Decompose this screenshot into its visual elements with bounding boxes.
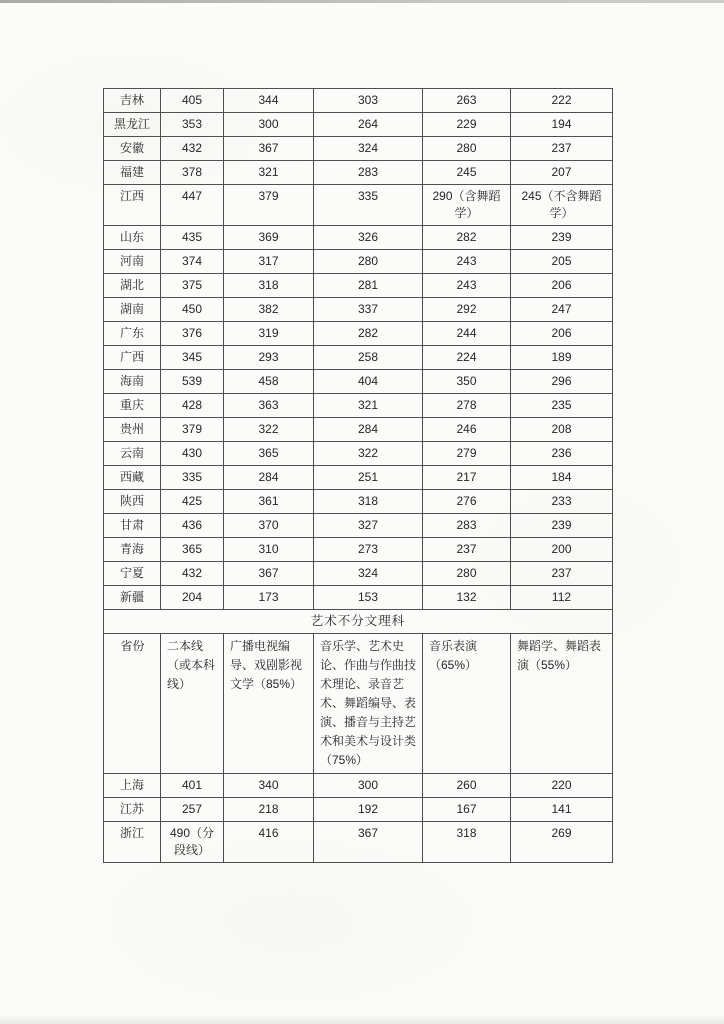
score-cell: 374 bbox=[161, 250, 224, 274]
score-cell: 233 bbox=[511, 490, 613, 514]
table-row bbox=[104, 346, 613, 370]
province-cell: 新疆 bbox=[104, 586, 161, 610]
score-cell: 416 bbox=[224, 822, 314, 863]
score-cell: 367 bbox=[224, 137, 314, 161]
province-cell: 陕西 bbox=[104, 490, 161, 514]
province-cell: 甘肃 bbox=[104, 514, 161, 538]
province-cell: 黑龙江 bbox=[104, 113, 161, 137]
column-header-row bbox=[104, 634, 613, 774]
province-cell: 云南 bbox=[104, 442, 161, 466]
score-cell: 432 bbox=[161, 137, 224, 161]
province-cell: 重庆 bbox=[104, 394, 161, 418]
score-cell: 376 bbox=[161, 322, 224, 346]
score-cell: 204 bbox=[161, 586, 224, 610]
table-row bbox=[104, 514, 613, 538]
table-row bbox=[104, 113, 613, 137]
score-cell: 243 bbox=[423, 274, 511, 298]
score-cell: 435 bbox=[161, 226, 224, 250]
table-row bbox=[104, 185, 613, 226]
score-cell: 280 bbox=[423, 137, 511, 161]
score-cell: 229 bbox=[423, 113, 511, 137]
score-cell: 303 bbox=[314, 89, 423, 113]
score-cell: 319 bbox=[224, 322, 314, 346]
score-cell: 205 bbox=[511, 250, 613, 274]
score-cell: 237 bbox=[423, 538, 511, 562]
score-cell: 432 bbox=[161, 562, 224, 586]
score-cell: 318 bbox=[314, 490, 423, 514]
score-cell: 243 bbox=[423, 250, 511, 274]
score-cell: 353 bbox=[161, 113, 224, 137]
table-row bbox=[104, 442, 613, 466]
province-cell: 贵州 bbox=[104, 418, 161, 442]
table-row bbox=[104, 274, 613, 298]
score-cell: 382 bbox=[224, 298, 314, 322]
score-cell: 173 bbox=[224, 586, 314, 610]
score-cell: 217 bbox=[423, 466, 511, 490]
score-cell: 276 bbox=[423, 490, 511, 514]
section-header: 艺术不分文理科 bbox=[104, 610, 613, 634]
table-row bbox=[104, 822, 613, 863]
score-cell: 280 bbox=[423, 562, 511, 586]
score-cell: 207 bbox=[511, 161, 613, 185]
column-header-cell: 音乐表演（65%） bbox=[423, 634, 511, 774]
score-cell: 283 bbox=[423, 514, 511, 538]
column-header-cell: 二本线（或本科线） bbox=[161, 634, 224, 774]
score-cell: 296 bbox=[511, 370, 613, 394]
province-cell: 山东 bbox=[104, 226, 161, 250]
province-cell: 湖南 bbox=[104, 298, 161, 322]
table-row bbox=[104, 538, 613, 562]
score-cell: 361 bbox=[224, 490, 314, 514]
scores-tbody-header bbox=[104, 634, 613, 774]
score-cell: 218 bbox=[224, 798, 314, 822]
score-cell: 350 bbox=[423, 370, 511, 394]
province-cell: 河南 bbox=[104, 250, 161, 274]
score-cell: 206 bbox=[511, 274, 613, 298]
score-cell: 428 bbox=[161, 394, 224, 418]
score-cell: 184 bbox=[511, 466, 613, 490]
table-row bbox=[104, 250, 613, 274]
table-row bbox=[104, 418, 613, 442]
province-scores-table bbox=[103, 88, 613, 863]
score-cell: 369 bbox=[224, 226, 314, 250]
table-row bbox=[104, 562, 613, 586]
score-cell: 245（不含舞蹈学） bbox=[511, 185, 613, 226]
score-cell: 167 bbox=[423, 798, 511, 822]
score-cell: 430 bbox=[161, 442, 224, 466]
table-row bbox=[104, 490, 613, 514]
score-cell: 194 bbox=[511, 113, 613, 137]
score-cell: 322 bbox=[314, 442, 423, 466]
score-cell: 436 bbox=[161, 514, 224, 538]
score-cell: 539 bbox=[161, 370, 224, 394]
score-cell: 490（分段线） bbox=[161, 822, 224, 863]
province-cell: 宁夏 bbox=[104, 562, 161, 586]
score-cell: 370 bbox=[224, 514, 314, 538]
score-cell: 379 bbox=[224, 185, 314, 226]
score-cell: 337 bbox=[314, 298, 423, 322]
score-cell: 237 bbox=[511, 137, 613, 161]
score-cell: 269 bbox=[511, 822, 613, 863]
score-cell: 450 bbox=[161, 298, 224, 322]
score-cell: 317 bbox=[224, 250, 314, 274]
score-cell: 153 bbox=[314, 586, 423, 610]
score-cell: 247 bbox=[511, 298, 613, 322]
score-cell: 263 bbox=[423, 89, 511, 113]
score-cell: 189 bbox=[511, 346, 613, 370]
score-cell: 273 bbox=[314, 538, 423, 562]
score-cell: 257 bbox=[161, 798, 224, 822]
table-row bbox=[104, 394, 613, 418]
score-cell: 378 bbox=[161, 161, 224, 185]
score-cell: 239 bbox=[511, 226, 613, 250]
province-cell: 湖北 bbox=[104, 274, 161, 298]
score-cell: 264 bbox=[314, 113, 423, 137]
score-cell: 321 bbox=[224, 161, 314, 185]
score-cell: 245 bbox=[423, 161, 511, 185]
score-cell: 206 bbox=[511, 322, 613, 346]
score-cell: 283 bbox=[314, 161, 423, 185]
table-row bbox=[104, 137, 613, 161]
score-cell: 284 bbox=[224, 466, 314, 490]
score-cell: 310 bbox=[224, 538, 314, 562]
score-cell: 258 bbox=[314, 346, 423, 370]
score-cell: 379 bbox=[161, 418, 224, 442]
province-cell: 上海 bbox=[104, 774, 161, 798]
score-cell: 278 bbox=[423, 394, 511, 418]
score-cell: 326 bbox=[314, 226, 423, 250]
score-cell: 224 bbox=[423, 346, 511, 370]
score-cell: 363 bbox=[224, 394, 314, 418]
column-header-cell: 广播电视编导、戏剧影视文学（85%） bbox=[224, 634, 314, 774]
score-cell: 292 bbox=[423, 298, 511, 322]
score-cell: 244 bbox=[423, 322, 511, 346]
province-cell: 吉林 bbox=[104, 89, 161, 113]
score-cell: 208 bbox=[511, 418, 613, 442]
column-header-cell: 舞蹈学、舞蹈表演（55%） bbox=[511, 634, 613, 774]
column-header-cell: 省份 bbox=[104, 634, 161, 774]
score-cell: 222 bbox=[511, 89, 613, 113]
score-cell: 318 bbox=[224, 274, 314, 298]
score-cell: 404 bbox=[314, 370, 423, 394]
province-cell: 青海 bbox=[104, 538, 161, 562]
province-cell: 西藏 bbox=[104, 466, 161, 490]
score-cell: 321 bbox=[314, 394, 423, 418]
province-cell: 江西 bbox=[104, 185, 161, 226]
scores-tbody-bottom bbox=[104, 774, 613, 863]
score-cell: 246 bbox=[423, 418, 511, 442]
score-cell: 112 bbox=[511, 586, 613, 610]
scores-tbody-section bbox=[104, 610, 613, 634]
column-header-cell: 音乐学、艺术史论、作曲与作曲技术理论、录音艺术、舞蹈编导、表演、播音与主持艺术和美术与设计类（75%） bbox=[314, 634, 423, 774]
score-cell: 282 bbox=[423, 226, 511, 250]
score-cell: 335 bbox=[314, 185, 423, 226]
score-cell: 200 bbox=[511, 538, 613, 562]
score-cell: 284 bbox=[314, 418, 423, 442]
table-row bbox=[104, 226, 613, 250]
score-cell: 365 bbox=[224, 442, 314, 466]
score-cell: 132 bbox=[423, 586, 511, 610]
score-cell: 280 bbox=[314, 250, 423, 274]
score-cell: 447 bbox=[161, 185, 224, 226]
table-row bbox=[104, 466, 613, 490]
score-cell: 401 bbox=[161, 774, 224, 798]
table-row bbox=[104, 370, 613, 394]
score-cell: 375 bbox=[161, 274, 224, 298]
score-cell: 260 bbox=[423, 774, 511, 798]
score-cell: 192 bbox=[314, 798, 423, 822]
score-cell: 367 bbox=[314, 822, 423, 863]
score-cell: 293 bbox=[224, 346, 314, 370]
score-cell: 235 bbox=[511, 394, 613, 418]
score-cell: 300 bbox=[314, 774, 423, 798]
province-cell: 安徽 bbox=[104, 137, 161, 161]
section-header-row bbox=[104, 610, 613, 634]
score-cell: 282 bbox=[314, 322, 423, 346]
table-row bbox=[104, 586, 613, 610]
province-cell: 江苏 bbox=[104, 798, 161, 822]
score-cell: 324 bbox=[314, 137, 423, 161]
province-cell: 浙江 bbox=[104, 822, 161, 863]
province-cell: 广西 bbox=[104, 346, 161, 370]
score-cell: 251 bbox=[314, 466, 423, 490]
score-cell: 300 bbox=[224, 113, 314, 137]
table-row bbox=[104, 298, 613, 322]
score-cell: 324 bbox=[314, 562, 423, 586]
score-cell: 458 bbox=[224, 370, 314, 394]
score-cell: 239 bbox=[511, 514, 613, 538]
scan-edge-top bbox=[0, 0, 724, 3]
score-cell: 220 bbox=[511, 774, 613, 798]
score-cell: 236 bbox=[511, 442, 613, 466]
province-cell: 福建 bbox=[104, 161, 161, 185]
score-cell: 141 bbox=[511, 798, 613, 822]
score-cell: 237 bbox=[511, 562, 613, 586]
table-row bbox=[104, 161, 613, 185]
score-cell: 335 bbox=[161, 466, 224, 490]
table-row bbox=[104, 774, 613, 798]
score-cell: 327 bbox=[314, 514, 423, 538]
score-cell: 340 bbox=[224, 774, 314, 798]
province-cell: 广东 bbox=[104, 322, 161, 346]
scores-tbody-main bbox=[104, 89, 613, 610]
score-cell: 281 bbox=[314, 274, 423, 298]
table-row bbox=[104, 322, 613, 346]
score-cell: 367 bbox=[224, 562, 314, 586]
score-cell: 405 bbox=[161, 89, 224, 113]
score-cell: 365 bbox=[161, 538, 224, 562]
score-cell: 345 bbox=[161, 346, 224, 370]
score-cell: 344 bbox=[224, 89, 314, 113]
score-cell: 279 bbox=[423, 442, 511, 466]
score-cell: 322 bbox=[224, 418, 314, 442]
scan-edge-bottom bbox=[0, 1014, 724, 1024]
score-cell: 425 bbox=[161, 490, 224, 514]
score-cell: 318 bbox=[423, 822, 511, 863]
table-row bbox=[104, 798, 613, 822]
score-cell: 290（含舞蹈学） bbox=[423, 185, 511, 226]
province-cell: 海南 bbox=[104, 370, 161, 394]
table-row bbox=[104, 89, 613, 113]
